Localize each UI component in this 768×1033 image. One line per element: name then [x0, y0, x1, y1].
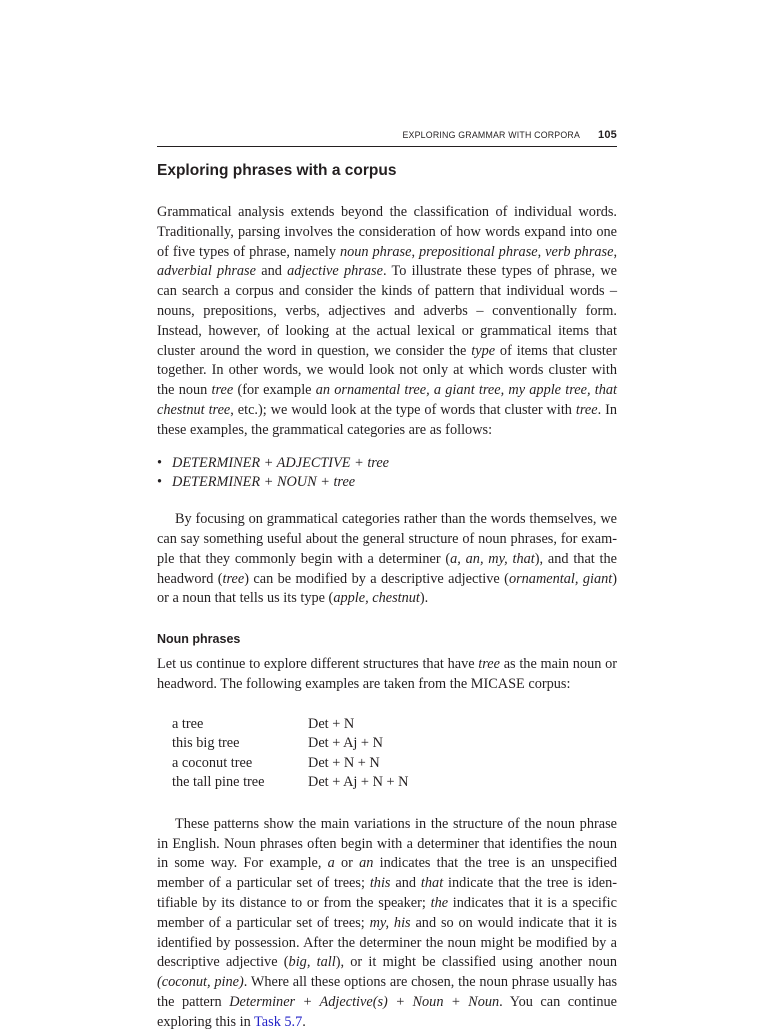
- running-title: EXPLORING GRAMMAR WITH CORPORA: [402, 130, 581, 140]
- example-phrase: a coconut tree: [172, 754, 253, 771]
- paragraph-patterns: These patterns show the main variations in the structure of the noun phrase in English. Noun phrases often begin with a determiner that identifies the noun in some way. For example, a or an indicates that the tree is an unspecified member of a particular set of trees; this and that indicate that the tree is identifiable by its distance to or from the speaker; the indicates that it is a specific member of a particular set of trees; my, his and so on would indicate that it is identified by possession. After the determiner the noun might be modified by a descriptive adjective (big, tall), or it might be classified using another noun (coconut, pine). Where all these options are chosen, the noun phrase usually has the pattern Determiner + Adjective(s) + Noun + Noun. You can continue exploring this in Task 5.7.: [157, 815, 618, 1030]
- table-row: [172, 773, 408, 793]
- bullet-glyph: •: [157, 454, 163, 471]
- running-head: [157, 128, 617, 147]
- example-phrase: this big tree: [172, 735, 240, 752]
- table-row: [172, 734, 408, 754]
- example-pattern: Det + Aj + N + N: [308, 774, 409, 791]
- book-page: [157, 128, 617, 1033]
- page-number: 105: [598, 129, 617, 141]
- section-heading: Exploring phrases with a corpus: [157, 162, 397, 179]
- table-row: [172, 715, 408, 735]
- paragraph-intro: Grammatical analysis extends beyond the classification of individual words. Traditionally, parsing involves the consideration of how words expand into one of five types of phrase, namely noun phrase, prepositional phrase, verb phrase, adverbial phrase and adjective phrase. To illustrate these types of phrase, we can search a corpus and consider the kinds of pattern that individual words – nouns, prepositions, verbs, adjectives and adverbs – conventionally form. Instead, however, of looking at the actual lexical or grammatical items that cluster around the word in question, we consider the type of items that cluster together. In other words, we would look not only at which words cluster with the noun tree (for example an ornamental tree, a giant tree, my apple tree, that chestnut tree, etc.); we would look at the type of words that cluster with tree. In these examples, the grammatical categories are as follows:: [157, 204, 618, 438]
- example-pattern: Det + N + N: [308, 754, 380, 771]
- list-item: • DETERMINER + NOUN + tree: [157, 473, 617, 493]
- category-list: [157, 454, 617, 494]
- example-phrase: a tree: [172, 715, 204, 732]
- bullet-glyph: •: [157, 474, 163, 491]
- subsection-heading: Noun phrases: [157, 632, 241, 647]
- example-pattern: Det + Aj + N: [308, 735, 383, 752]
- example-pattern: Det + N: [308, 715, 355, 732]
- paragraph-categories: By focusing on grammatical categories rather than the words themselves, we can say something useful about the general structure of noun phrases, for example that they commonly begin with a determiner (a, an, my, that), and that the headword (tree) can be modified by a descriptive adjective (ornamental, giant) or a noun that tells us its type (apple, chestnut).: [157, 511, 618, 607]
- example-phrase: the tall pine tree: [172, 774, 265, 791]
- list-item: • DETERMINER + ADJECTIVE + tree: [157, 454, 617, 474]
- paragraph-micase: Let us continue to explore different structures that have tree as the main noun or headword. The following examples are taken from the MICASE corpus:: [157, 656, 617, 692]
- table-row: [172, 754, 408, 774]
- task-link[interactable]: Task 5.7: [254, 1013, 303, 1030]
- example-table: [172, 715, 408, 793]
